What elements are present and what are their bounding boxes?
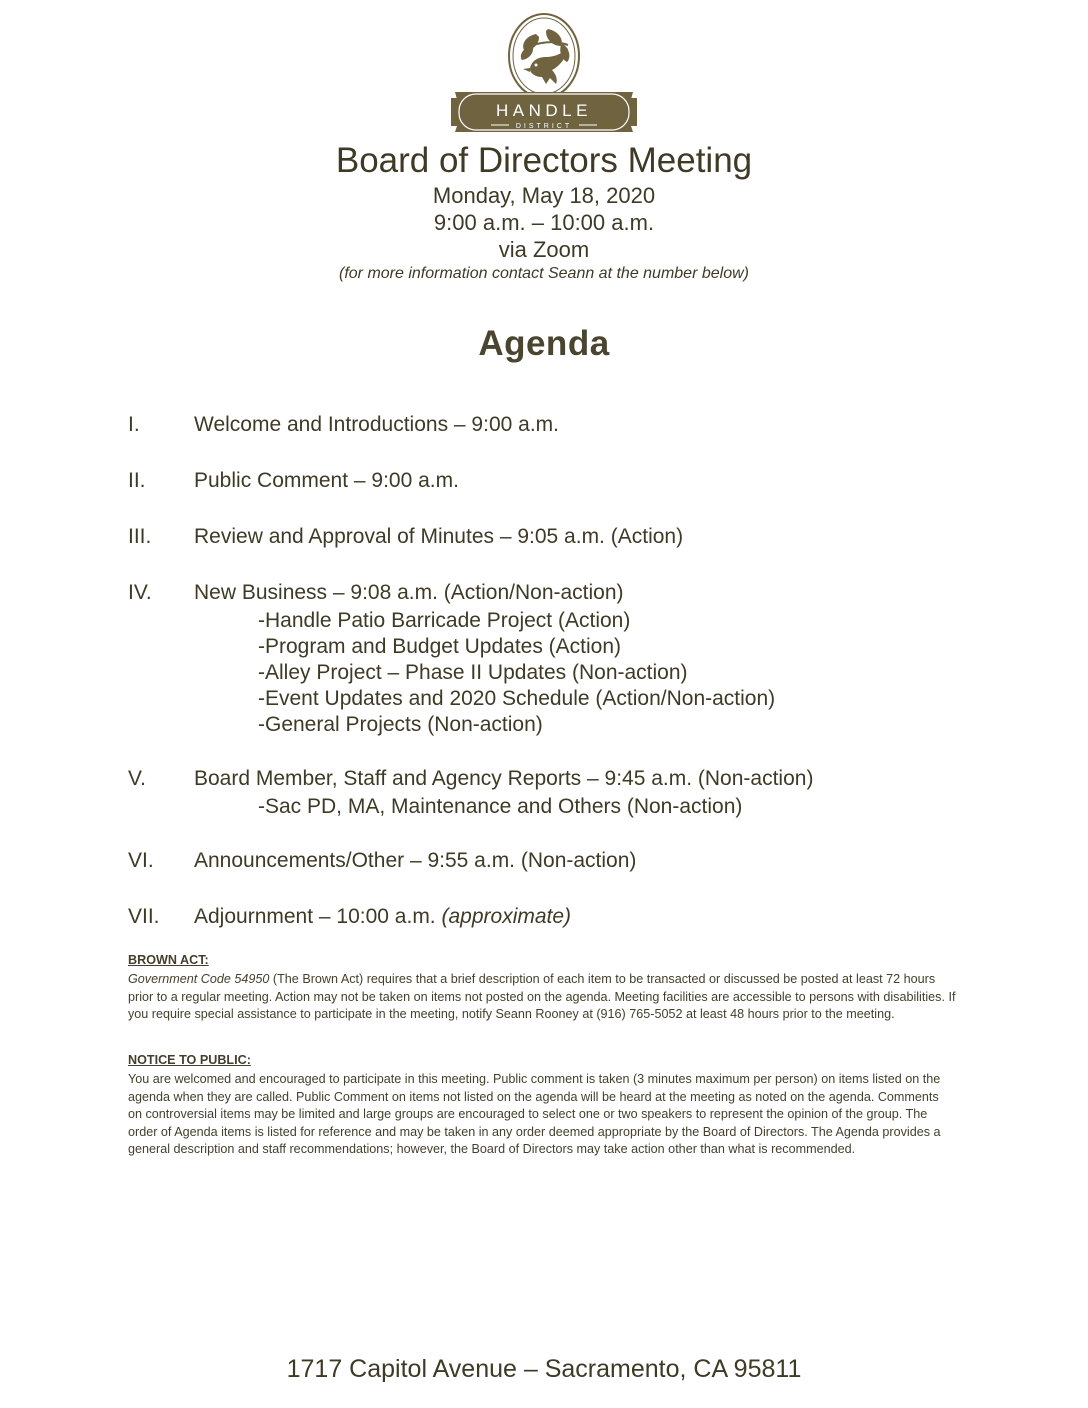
agenda-item-text xyxy=(194,902,571,932)
brown-act-body-text: (The Brown Act) requires that a brief description of each item to be transacted or discussed be posted at least 72 hours prior to a regular meeting. Action may not be taken on items not posted on the agenda. Meeting facilities are accessible to persons with disabilities. If you require special assistance to participate in the meeting, notify Seann Rooney at (916) 765-5052 at least 48 hours prior to the meeting. xyxy=(128,972,956,1022)
agenda-item-text: Announcements/Other – 9:55 a.m. (Non-action) xyxy=(194,849,637,872)
page-title: Board of Directors Meeting xyxy=(335,141,753,180)
notice-heading-line xyxy=(128,1052,956,1071)
agenda-numeral: II. xyxy=(128,469,146,492)
agenda-subitem-group xyxy=(258,794,988,820)
agenda-item-text: Public Comment – 9:00 a.m. xyxy=(194,469,459,492)
notice-to-public-body: You are welcomed and encouraged to participate in this meeting. Public comment is taken (3 minutes maximum per person) on items listed on the agenda when they are called. Public Comment on items not listed on the agenda will be heard at the meeting as noted on the agenda. Comments on controversial items may be limited and large groups are encouraged to select one or two speakers to represent the opinion of the group. The order of Agenda items is listed for reference and may be taken in any order deemed appropriate by the Board of Directors. The Agenda provides a general description and staff recommendations; however, the Board of Directors may take action other than what is recommended. xyxy=(128,1072,941,1157)
document-header xyxy=(0,140,1088,285)
agenda-item-vi xyxy=(128,846,988,876)
brown-act-section xyxy=(128,952,956,1024)
agenda-numeral: III. xyxy=(128,525,152,548)
agenda-item-text: New Business – 9:08 a.m. (Action/Non-action) xyxy=(194,581,624,604)
notice-to-public-section xyxy=(128,1052,956,1158)
agenda-subitem-group xyxy=(258,608,988,738)
brown-act-body xyxy=(128,971,956,1023)
meeting-time: 9:00 a.m. – 10:00 a.m. xyxy=(433,210,655,235)
meeting-date: Monday, May 18, 2020 xyxy=(432,183,656,208)
agenda-subitem: -General Projects (Non-action) xyxy=(258,713,543,736)
agenda-numeral: VII. xyxy=(128,905,160,928)
agenda-item-text: Welcome and Introductions – 9:00 a.m. xyxy=(194,413,559,436)
agenda-item-vii xyxy=(128,902,988,932)
agenda-item-v xyxy=(128,764,988,820)
logo-wrap xyxy=(444,12,644,136)
agenda-item-text: Review and Approval of Minutes – 9:05 a.m. (Action) xyxy=(194,525,684,548)
agenda-item-text: Board Member, Staff and Agency Reports – 9:45 a.m. (Non-action) xyxy=(194,767,814,790)
agenda-item-i xyxy=(128,410,988,440)
agenda-numeral: V. xyxy=(128,767,146,790)
agenda-heading: Agenda xyxy=(478,324,610,363)
agenda-item-ii xyxy=(128,466,988,496)
meeting-location: via Zoom xyxy=(498,237,590,262)
notice-to-public-heading: NOTICE TO PUBLIC: xyxy=(128,1053,251,1067)
agenda-subitem: -Sac PD, MA, Maintenance and Others (Non-action) xyxy=(258,795,743,818)
agenda-subitem: -Alley Project – Phase II Updates (Non-action) xyxy=(258,661,688,684)
svg-text:DISTRICT: DISTRICT xyxy=(515,123,573,130)
handle-district-banner xyxy=(451,88,637,136)
svg-text:HANDLE: HANDLE xyxy=(496,101,592,120)
brown-act-heading-line xyxy=(128,952,956,971)
agenda-numeral: I. xyxy=(128,413,140,436)
agenda-list xyxy=(128,410,988,958)
agenda-item-text-plain: Adjournment – 10:00 a.m. xyxy=(194,905,442,928)
agenda-numeral: IV. xyxy=(128,581,152,604)
brown-act-heading: BROWN ACT: xyxy=(128,953,209,967)
agenda-item-iii xyxy=(128,522,988,552)
footer-address: 1717 Capitol Avenue – Sacramento, CA 95811 xyxy=(286,1355,802,1383)
agenda-subitem: -Handle Patio Barricade Project (Action) xyxy=(258,609,631,632)
brown-act-code-citation: Government Code 54950 xyxy=(128,972,270,987)
agenda-item-iv xyxy=(128,578,988,738)
organization-logo xyxy=(0,12,1088,136)
agenda-subitem: -Program and Budget Updates (Action) xyxy=(258,635,622,658)
agenda-numeral: VI. xyxy=(128,849,154,872)
bird-on-branch-emblem-icon xyxy=(506,12,582,100)
meeting-contact-note: (for more information contact Seann at the number below) xyxy=(339,265,749,282)
agenda-subitem: -Event Updates and 2020 Schedule (Action/Non-action) xyxy=(258,687,776,710)
agenda-item-text-italic: (approximate) xyxy=(441,905,572,928)
